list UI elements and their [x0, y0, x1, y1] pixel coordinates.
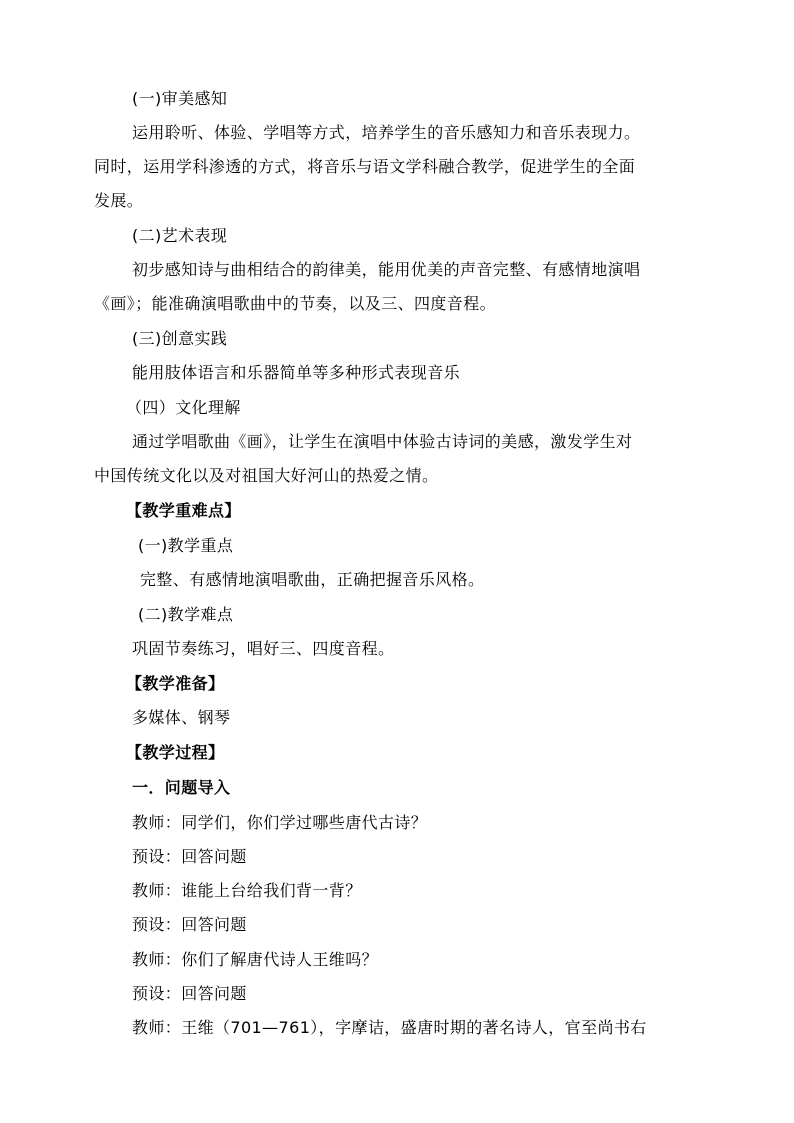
dialogue-line: 预设：回答问题	[132, 847, 247, 866]
bracket-heading-teaching-process: 【教学过程】	[126, 743, 225, 762]
paragraph-line: 初步感知诗与曲相结合的韵律美，能用优美的声音完整、有感情地演唱	[132, 260, 641, 279]
section-heading-cultural-understanding: （四）文化理解	[126, 398, 241, 417]
paragraph-line: 能用肢体语言和乐器简单等多种形式表现音乐	[132, 363, 461, 382]
section-heading-question-intro: 一．问题导入	[132, 778, 231, 797]
section-heading-creative-practice: (三)创意实践	[132, 329, 228, 348]
paragraph-line: 发展。	[94, 191, 144, 210]
paragraph-line: 运用聆听、体验、学唱等方式，培养学生的音乐感知力和音乐表现力。	[132, 123, 641, 142]
dialogue-line: 教师：你们了解唐代诗人王维吗？	[132, 950, 379, 969]
section-heading-aesthetic-perception: (一)审美感知	[132, 89, 228, 108]
paragraph-line: 多媒体、钢琴	[132, 708, 231, 727]
paragraph-line: 同时，运用学科渗透的方式，将音乐与语文学科融合教学，促进学生的全面	[94, 157, 636, 176]
paragraph-line: 通过学唱歌曲《画》，让学生在演唱中体验古诗词的美感，激发学生对	[132, 432, 633, 451]
dialogue-line: 教师：谁能上台给我们背一背？	[132, 881, 362, 900]
dialogue-line: 预设：回答问题	[132, 984, 247, 1003]
paragraph-line: 完整、有感情地演唱歌曲，正确把握音乐风格。	[140, 570, 485, 589]
sub-heading-teaching-focus: (一)教学重点	[138, 536, 234, 555]
paragraph-line: 巩固节奏练习，唱好三、四度音程。	[132, 639, 395, 658]
sub-heading-teaching-difficulty: (二)教学难点	[138, 605, 234, 624]
dialogue-line: 教师：王维（701—761），字摩诘，盛唐时期的著名诗人，官至尚书右	[132, 1018, 647, 1037]
bracket-heading-key-difficulties: 【教学重难点】	[126, 501, 241, 520]
bracket-heading-teaching-preparation: 【教学准备】	[126, 674, 225, 693]
dialogue-line: 教师：同学们，你们学过哪些唐代古诗？	[132, 813, 428, 832]
section-heading-artistic-expression: (二)艺术表现	[132, 226, 228, 245]
paragraph-line: 中国传统文化以及对祖国大好河山的热爱之情。	[94, 466, 439, 485]
dialogue-line: 预设：回答问题	[132, 915, 247, 934]
paragraph-line: 《画》；能准确演唱歌曲中的节奏，以及三、四度音程。	[94, 294, 497, 313]
